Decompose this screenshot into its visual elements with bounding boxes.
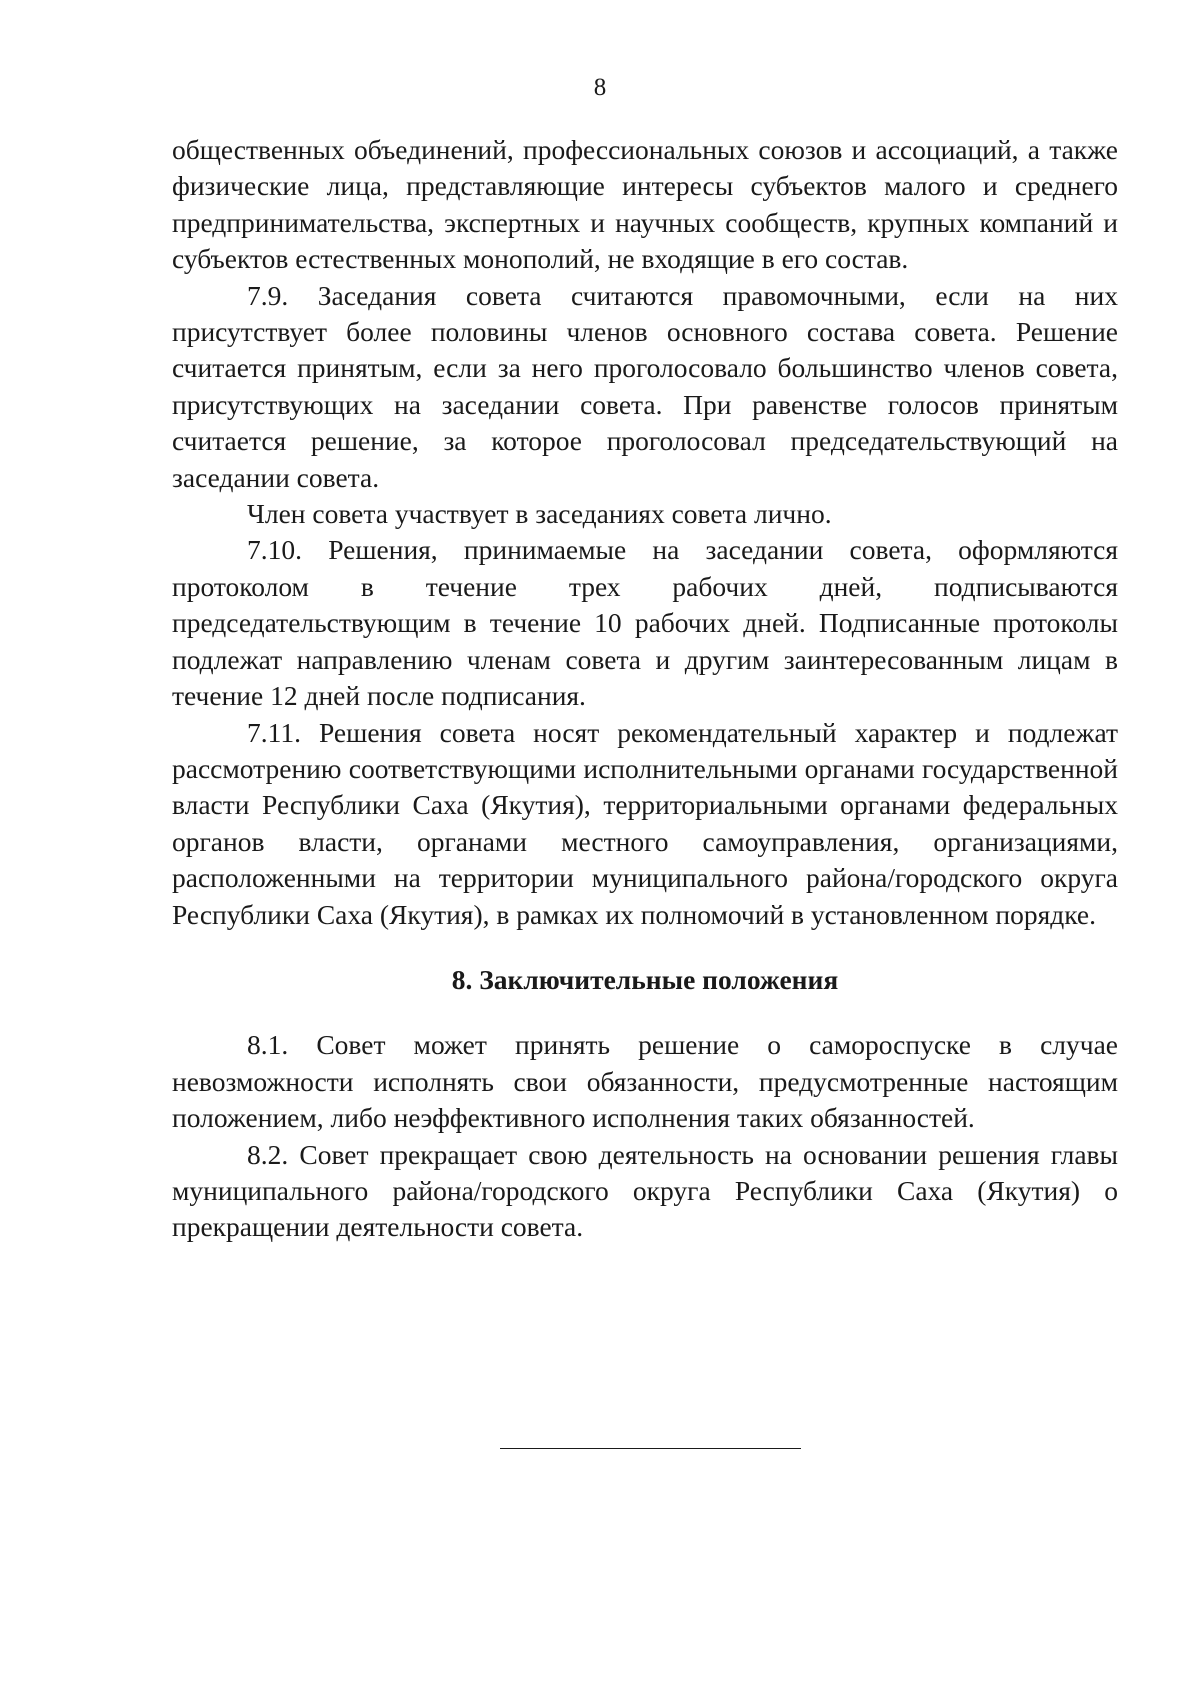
section-heading: 8. Заключительные положения: [451, 963, 839, 995]
paragraph-8-2: 8.2. Совет прекращает свою деятельность на основании решения главы муниципального района/городского округа Республики Саха (Якутия) о прекращении деятельности совета.: [172, 1138, 1118, 1243]
paragraph-7-9: 7.9. Заседания совета считаются правомочными, если на них присутствует более половины членов основного состава совета. Решение считается принятым, если за него проголосовало большинство членов совета, присутствующих на заседании совета. При равенстве голосов принятым считается решение, за которое проголосовал председательствующий на заседании совета.: [172, 279, 1118, 493]
paragraph-member-presence: Член совета участвует в заседаниях совета лично.: [247, 498, 832, 530]
end-of-document-rule: [500, 1448, 801, 1449]
paragraph-7-10: 7.10. Решения, принимаемые на заседании совета, оформляются протоколом в течение трех рабочих дней, подписываются председательствующим в течение 10 рабочих дней. Подписанные протоколы подлежат направлению членам совета и другим заинтересованным лицам в течение 12 дней после подписания.: [172, 534, 1118, 712]
page-number: 8: [593, 74, 607, 101]
paragraph-8-1: 8.1. Совет может принять решение о самороспуске в случае невозможности исполнять свои обязанности, предусмотренные настоящим положением, либо неэффективного исполнения таких обязанностей.: [172, 1029, 1118, 1134]
paragraph-continuation: общественных объединений, профессиональных союзов и ассоциаций, а также физические лица, представляющие интересы субъектов малого и среднего предпринимательства, экспертных и научных сообществ, крупных компаний и субъектов естественных монополий, не входящие в его состав.: [172, 134, 1118, 275]
paragraph-7-11: 7.11. Решения совета носят рекомендательный характер и подлежат рассмотрению соответствующими исполнительными органами государственной власти Республики Саха (Якутия), территориальными органами федеральных органов власти, органами местного самоуправления, организациями, расположенными на территории муниципального района/городского округа Республики Саха (Якутия), в рамках их полномочий в установленном порядке.: [172, 716, 1118, 930]
document-body: [172, 132, 1118, 1246]
